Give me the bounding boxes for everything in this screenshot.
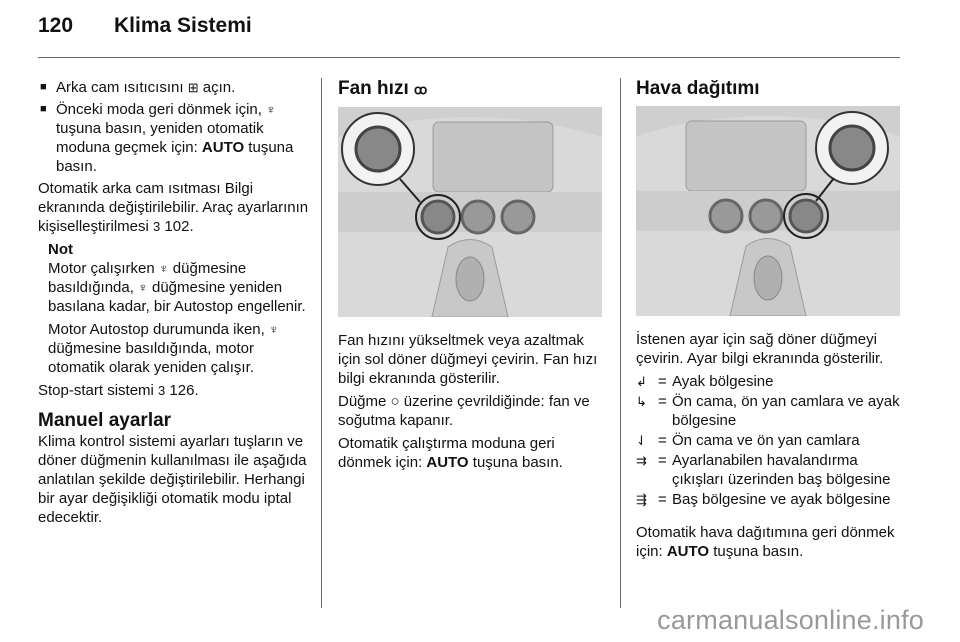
fan-icon: ꝏ xyxy=(414,82,428,97)
page-title: Klima Sistemi xyxy=(114,14,252,37)
bullet-item: ■ Önceki moda geri dönmek için, ♆ tuşuna basın, yeniden otomatik moduna geçmek için: AUTO tuşuna basın. xyxy=(38,100,310,176)
climate-control-illustration xyxy=(338,107,602,317)
off-icon: ○ xyxy=(390,393,400,410)
note-block xyxy=(38,240,310,377)
windscreen-airflow-icon: ⇃ xyxy=(636,433,647,448)
defrost-icon: ♆ xyxy=(266,102,276,117)
watermark: carmanualsonline.info xyxy=(657,605,924,635)
paragraph: Stop-start sistemi 3 126. xyxy=(38,382,199,399)
legend-item: ⇉ = Ayarlanabilen havalandırma çıkışları üzerinden baş bölgesine xyxy=(636,452,891,488)
head-foot-airflow-icon: ⇶ xyxy=(636,492,647,507)
bullet-item: ■ Arka cam ısıtıcısını ⊞ açın. xyxy=(38,78,310,97)
defrost-icon: ♆ xyxy=(158,261,169,276)
section-heading: Fan hızı ꝏ xyxy=(338,78,428,99)
header-divider xyxy=(38,57,900,58)
windscreen-foot-airflow-icon: ↳ xyxy=(636,394,647,409)
paragraph: İstenen ayar için sağ döner düğmeyi çevirin. Ayar bilgi ekranında gösterilir. xyxy=(636,331,884,367)
head-airflow-icon: ⇉ xyxy=(636,453,647,468)
legend-item: ↳ = Ön cama, ön yan camlara ve ayak bölgesine xyxy=(636,393,900,429)
legend-item: ⇃ = Ön cama ve ön yan camlara xyxy=(636,432,860,449)
defrost-icon: ♆ xyxy=(138,280,148,295)
column-left xyxy=(38,78,310,531)
paragraph: Fan hızını yükseltmek veya azaltmak için sol döner düğmeyi çevirin. Fan hızı bilgi ekranında gösterilir. xyxy=(338,332,598,387)
page-ref-icon: 3 xyxy=(153,219,161,234)
note-title: Not xyxy=(48,241,73,258)
foot-airflow-icon: ↲ xyxy=(636,374,647,389)
page-ref-icon: 3 xyxy=(158,383,166,398)
page-header xyxy=(38,14,252,38)
paragraph: Düğme ○ üzerine çevrildiğinde: fan ve soğutma kapanır. xyxy=(338,393,590,429)
note-paragraph: Motor çalışırken ♆ düğmesine basıldığında, ♆ düğmesine yeniden basılana kadar, bir Autostop engellenir. xyxy=(48,260,306,315)
paragraph: Otomatik çalıştırma moduna geri dönmek için: AUTO tuşuna basın. xyxy=(338,435,563,471)
page-number: 120 xyxy=(38,14,74,37)
section-heading: Hava dağıtımı xyxy=(636,78,760,99)
column-divider xyxy=(321,78,322,608)
legend-item: ⇶ = Baş bölgesine ve ayak bölgesine xyxy=(636,491,891,508)
legend-item: ↲ = Ayak bölgesine xyxy=(636,373,774,390)
auto-label: AUTO xyxy=(426,454,469,471)
auto-label: AUTO xyxy=(666,543,710,560)
rear-window-heater-icon: ⊞ xyxy=(187,80,199,95)
note-paragraph: Motor Autostop durumunda iken, ♆ düğmesine basıldığında, motor otomatik olarak yeniden çalışır. xyxy=(48,321,279,376)
section-body: Klima kontrol sistemi ayarları tuşların ve döner düğmenin kullanılması ile aşağıda anlatılan şekilde değiştirilebilir. Herhangi bir ayar değişikliği otomatik modu iptal edecektir. xyxy=(38,433,307,526)
column-divider xyxy=(620,78,621,608)
legend-list xyxy=(636,372,900,509)
auto-label: AUTO xyxy=(201,139,245,156)
paragraph: Otomatik arka cam ısıtması Bilgi ekranında değiştirilebilir. Araç ayarlarının kişiselleştirilmesi 3 102. xyxy=(38,180,309,235)
defrost-icon: ♆ xyxy=(268,322,279,337)
column-middle xyxy=(338,78,608,476)
section-heading: Manuel ayarlar xyxy=(38,410,172,431)
climate-control-illustration xyxy=(636,106,900,316)
paragraph: Otomatik hava dağıtımına geri dönmek için: AUTO tuşuna basın. xyxy=(636,524,895,560)
column-right xyxy=(636,78,900,565)
